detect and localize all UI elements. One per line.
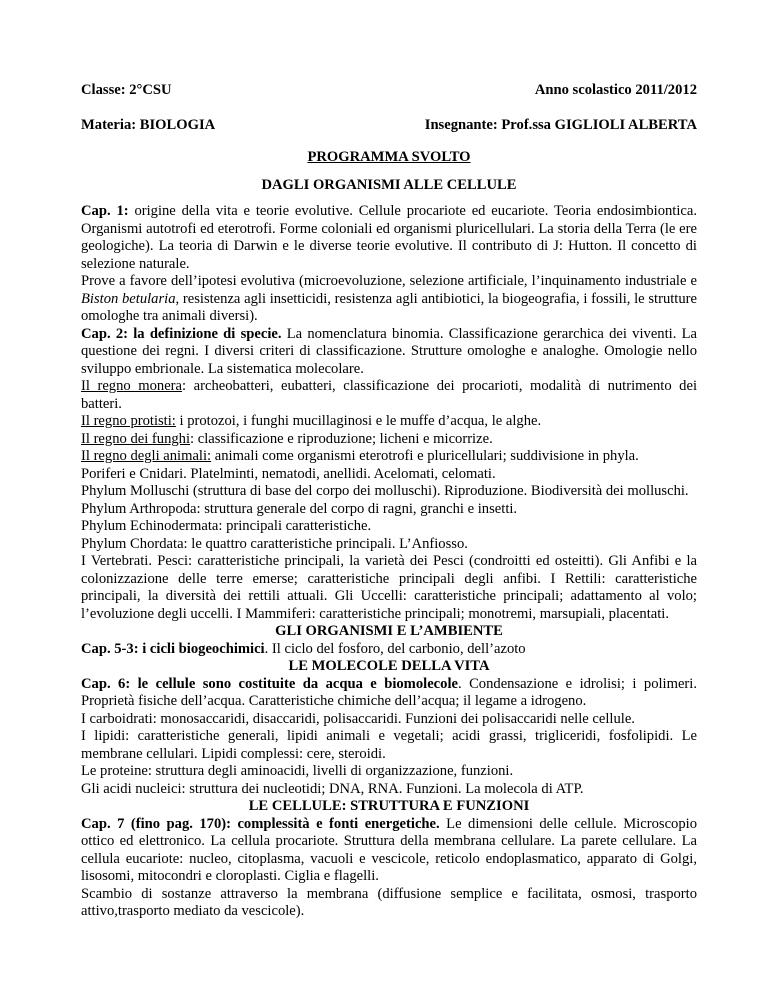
paragraph-cap5-3: Cap. 5-3: i cicli biogeochimici. Il ciclo del fosforo, del carbonio, dell’azoto — [81, 640, 526, 657]
section-heading-organismi-ambiente: GLI ORGANISMI E L’AMBIENTE — [275, 623, 503, 639]
paragraph-cap1: Cap. 1: origine della vita e teorie evolutive. Cellule procariote ed eucariote. Teoria endosimbiontica. Organismi autotrofi ed eterotrofi. Forme coloniali ed organismi pluricellulari. La storia della Terra (le ere geologiche). La teoria di Darwin e le diverse teorie evolutive. Il contributo di J: Hutton. Il concetto di selezione naturale. — [81, 203, 698, 272]
section-heading-cellule: LE CELLULE: STRUTTURA E FUNZIONI — [248, 798, 530, 814]
paragraph-echinodermata: Phylum Echinodermata: principali caratteristiche. — [81, 518, 372, 534]
paragraph-vertebrati: I Vertebrati. Pesci: caratteristiche principali, la varietà dei Pesci (condroitti ed osteitti). Gli Anfibi e la colonizzazione delle terre emerse; caratteristiche principali degli anfibi. I Rettili: caratteristiche principali, la diversità dei rettili attuali. Gli Uccelli: caratteristiche principali; adattamento al volo; l’evoluzione degli uccelli. I Mammiferi: caratteristiche principali; monotremi, marsupiali, placentati. — [81, 553, 697, 622]
species-name: Biston betularia — [81, 290, 176, 307]
paragraph-arthropoda: Phylum Arthropoda: struttura generale del corpo di ragni, granchi e insetti. — [81, 500, 518, 517]
paragraph-funghi: Il regno dei funghi: classificazione e riproduzione; licheni e micorrize. — [81, 430, 493, 447]
section-heading-molecole: LE MOLECOLE DELLA VITA — [288, 658, 490, 674]
paragraph-carboidrati: I carboidrati: monosaccaridi, disaccaridi, polisaccaridi. Funzioni dei polisaccaridi nelle cellule. — [81, 710, 635, 727]
section-heading-organismi-cellule: DAGLI ORGANISMI ALLE CELLULE — [261, 176, 517, 193]
paragraph-cap2: Cap. 2: la definizione di specie. La nomenclatura binomia. Classificazione gerarchica dei viventi. La questione dei regni. I diversi criteri di classificazione. Strutture omologhe e analoghe. Omologie nello sviluppo embrionale. La sistematica molecolare. — [81, 325, 697, 377]
header-row-2 — [81, 117, 697, 135]
paragraph-monera: Il regno monera: archeobatteri, eubatteri, classificazione dei procarioti, modalità di nutrimento dei batteri. — [81, 378, 697, 412]
cap2-label: Cap. 2: la definizione di specie. — [81, 325, 282, 342]
paragraph-proteine: Le proteine: struttura degli aminoacidi, livelli di organizzazione, funzioni. — [81, 763, 514, 779]
paragraph-cap6: Cap. 6: le cellule sono costituite da acqua e biomolecole. Condensazione e idrolisi; i polimeri. Proprietà fisiche dell’acqua. Caratteristiche chimiche dell’acqua; il legame a idrogeno. — [81, 675, 697, 709]
teacher-label: Insegnante: Prof.ssa GIGLIOLI ALBERTA — [424, 116, 697, 133]
paragraph-cap7: Cap. 7 (fino pag. 170): complessità e fonti energetiche. Le dimensioni delle cellule. Microscopio ottico ed elettronico. La cellula procariote. Struttura della membrana cellulare. La parete cellulare. La cellula eucariote: nucleo, citoplasma, vacuoli e vescicole, reticolo endoplasmatico, apparato di Golgi, lisosomi, mitocondri e cloroplasti. Ciglia e flagelli. — [81, 815, 697, 884]
paragraph-scambio: Scambio di sostanze attraverso la membrana (diffusione semplice e facilitata, osmosi, trasporto attivo,trasporto mediato da vescicole). — [81, 885, 697, 919]
school-year-label: Anno scolastico 2011/2012 — [534, 82, 697, 98]
paragraph-protisti: Il regno protisti: i protozoi, i funghi mucillaginosi e le muffe d’acqua, le alghe. — [81, 413, 542, 429]
subject-label: Materia: BIOLOGIA — [81, 116, 216, 133]
cap1-label: Cap. 1: — [81, 203, 129, 219]
paragraph-prove: Prove a favore dell’ipotesi evolutiva (microevoluzione, selezione artificiale, l’inquinamento industriale e Biston betularia, resistenza agli insetticidi, resistenza agli antibiotici, la biogeografia, i fossili, le strutture omologhe tra animali diversi). — [81, 273, 697, 324]
header-row-1 — [81, 82, 697, 100]
paragraph-poriferi: Poriferi e Cnidari. Platelminti, nematodi, anellidi. Acelomati, celomati. — [81, 465, 496, 482]
document-page — [81, 82, 697, 921]
paragraph-animali: Il regno degli animali: animali come organismi eterotrofi e pluricellulari; suddivisione in phyla. — [81, 448, 639, 464]
paragraph-molluschi: Phylum Molluschi (struttura di base del corpo dei molluschi). Riproduzione. Biodiversità dei molluschi. — [81, 483, 689, 499]
paragraph-acidi-nucleici: Gli acidi nucleici: struttura dei nucleotidi; DNA, RNA. Funzioni. La molecola di ATP. — [81, 780, 584, 797]
paragraph-lipidi: I lipidi: caratteristiche generali, lipidi animali e vegetali; acidi grassi, trigliceridi, fosfolipidi. Le membrane cellulari. Lipidi complessi: cere, steroidi. — [81, 728, 697, 762]
class-label: Classe: 2°CSU — [81, 82, 172, 98]
document-title: PROGRAMMA SVOLTO — [307, 149, 471, 165]
paragraph-chordata: Phylum Chordata: le quattro caratteristiche principali. L’Anfiosso. — [81, 535, 468, 552]
